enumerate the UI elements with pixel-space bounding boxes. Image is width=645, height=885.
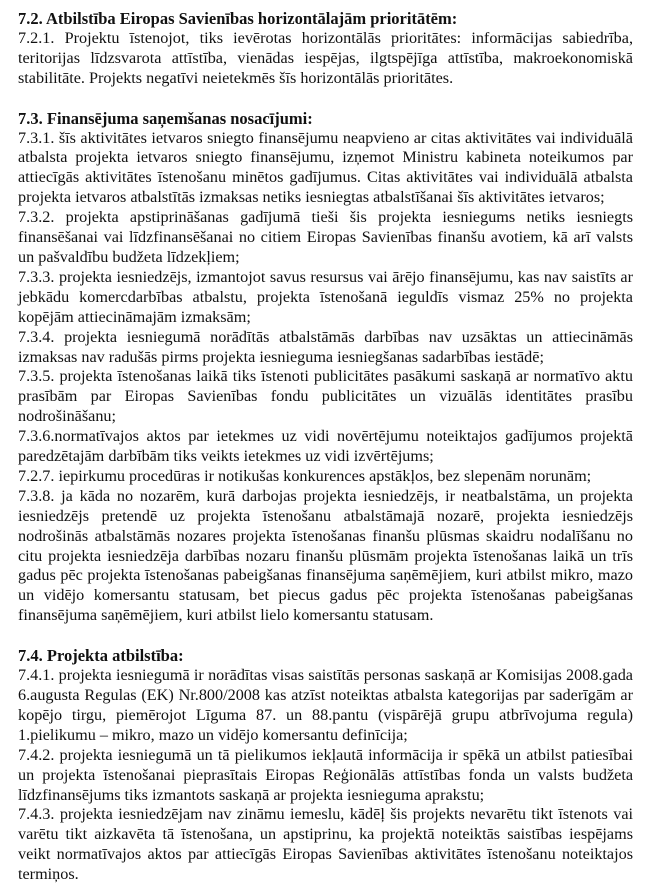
section-horizontal-priorities — [18, 9, 633, 89]
clause-7-4-1: 7.4.1. projekta iesniegumā ir norādītas visas saistītās personas saskaņā ar Komisijas 2008.gada 6.augusta Regulas (EK) Nr.800/2008 kas atzīst noteiktas atbalsta kategorijas par saderīgām ar kopējo tirgu, piemērojot Līguma 87. un 88.pantu (vispārējā grupu atbrīvojuma regula) 1.pielikumu – mikro, mazo un vidējo komersantu definīcija; — [18, 666, 633, 744]
clause-7-3-3: 7.3.3. projekta iesniedzējs, izmantojot savus resursus vai ārējo finansējumu, kas nav saistīts ar jebkādu komercdarbības atbalstu, projekta īstenošanā ieguldīs vismaz 25% no projekta kopējām attiecināmajām izmaksām; — [18, 267, 633, 326]
section-heading: 7.2. Atbilstība Eiropas Savienības horizontālajām prioritātēm: — [18, 9, 458, 28]
clause-7-2-1: 7.2.1. Projektu īstenojot, tiks ievērotas horizontālās prioritātes: informācijas sabiedrība, teritorijas līdzsvarota attīstība, vienādas iespējas, ilgtspējīga attīstība, makroekonomiskā stabilitāte. Projekts negatīvi neietekmēs šīs horizontālās prioritātes. — [18, 28, 633, 87]
clause-7-4-2: 7.4.2. projekta iesniegumā un tā pielikumos iekļautā informācija ir spēkā un atbilst patiesībai un projekta īstenošanai pieprasītais Eiropas Reģionālās attīstības fonda un valsts budžeta līdzfinansējums tiks izmantots saskaņā ar projekta iesnieguma aprakstu; — [18, 745, 633, 804]
clause-7-3-4: 7.3.4. projekta iesniegumā norādītās atbalstāmās darbības nav uzsāktas un attiecināmās izmaksas nav radušās pirms projekta iesnieguma iesniegšanas sadarbības iestādē; — [18, 327, 633, 366]
clause-7-3-5: 7.3.5. projekta īstenošanas laikā tiks īstenoti publicitātes pasākumi saskaņā ar normatīvo aktu prasībām par Eiropas Savienības fondu publicitātes un vizuālās identitātes prasību nodrošināšanu; — [18, 367, 633, 426]
section-heading: 7.3. Finansējuma saņemšanas nosacījumi: — [18, 108, 313, 128]
section-funding-conditions — [18, 109, 633, 627]
clause-7-4-3: 7.4.3. projekta iesniedzējam nav zināmu iemeslu, kādēļ šis projekts nevarētu tikt īstenots vai varētu tikt aizkavēta tā īstenošana, un apstiprinu, ka projektā noteiktās saistības iespējams veikt normatīvajos aktos par attiecīgās Eiropas Savienības aktivitātes īstenošanu noteiktajos termiņos. — [18, 805, 633, 884]
clause-7-3-8: 7.3.8. ja kāda no nozarēm, kurā darbojas projekta iesniedzējs, ir neatbalstāma, un projekta iesniedzējs pretendē uz projekta īstenošanu atbalstāmajā nozarē, projekta iesniedzējs nodrošinās atbalstāmās nozares projekta īstenošanas finanšu plūsmas skaidru nodalīšanu no citu projekta iesniedzēja darbības nozaru finanšu plūsmām projekta īstenošanas laikā un trīs gadus pēc projekta īstenošanas pabeigšanas finansējuma saņēmējiem, kuri atbilst mikro, mazo un vidējo komersantu statusam, bet piecus gadus pēc projekta īstenošanas pabeigšanas finansējuma saņēmējiem, kuri atbilst lielo komersantu statusam. — [18, 486, 633, 625]
clause-7-3-6: 7.3.6.normatīvajos aktos par ietekmes uz vidi novērtējumu noteiktajos gadījumos projektā paredzētajām darbībām tiks veikts ietekmes uz vidi izvērtējums; — [18, 427, 633, 466]
clause-7-3-2: 7.3.2. projekta apstiprināšanas gadījumā tieši šis projekta iesniegums netiks iesniegts finansēšanai vai līdzfinansēšanai no citiem Eiropas Savienības finanšu avotiem, kā arī valsts un pašvaldību budžeta līdzekļiem; — [18, 208, 633, 266]
clause-7-3-7: 7.2.7. iepirkumu procedūras ir notikušas konkurences apstākļos, bez slepenām norunām; — [18, 466, 592, 485]
section-project-compliance — [18, 646, 633, 885]
section-heading: 7.4. Projekta atbilstība: — [18, 646, 184, 666]
clause-7-3-1: 7.3.1. šīs aktivitātes ietvaros sniegto finansējumu neapvieno ar citas aktivitātes vai individuālā atbalsta projekta ietvaros sniegto finansējumu, izņemot Ministru kabineta noteikumos par attiecīgās aktivitātes īstenošanu minētos gadījumus. Citas aktivitātes vai individuālā atbalsta projekta ietvaros atbalstītās izmaksas netiks iesniegtas atbalstīšanai šīs aktivitātes ietvaros; — [18, 128, 633, 207]
